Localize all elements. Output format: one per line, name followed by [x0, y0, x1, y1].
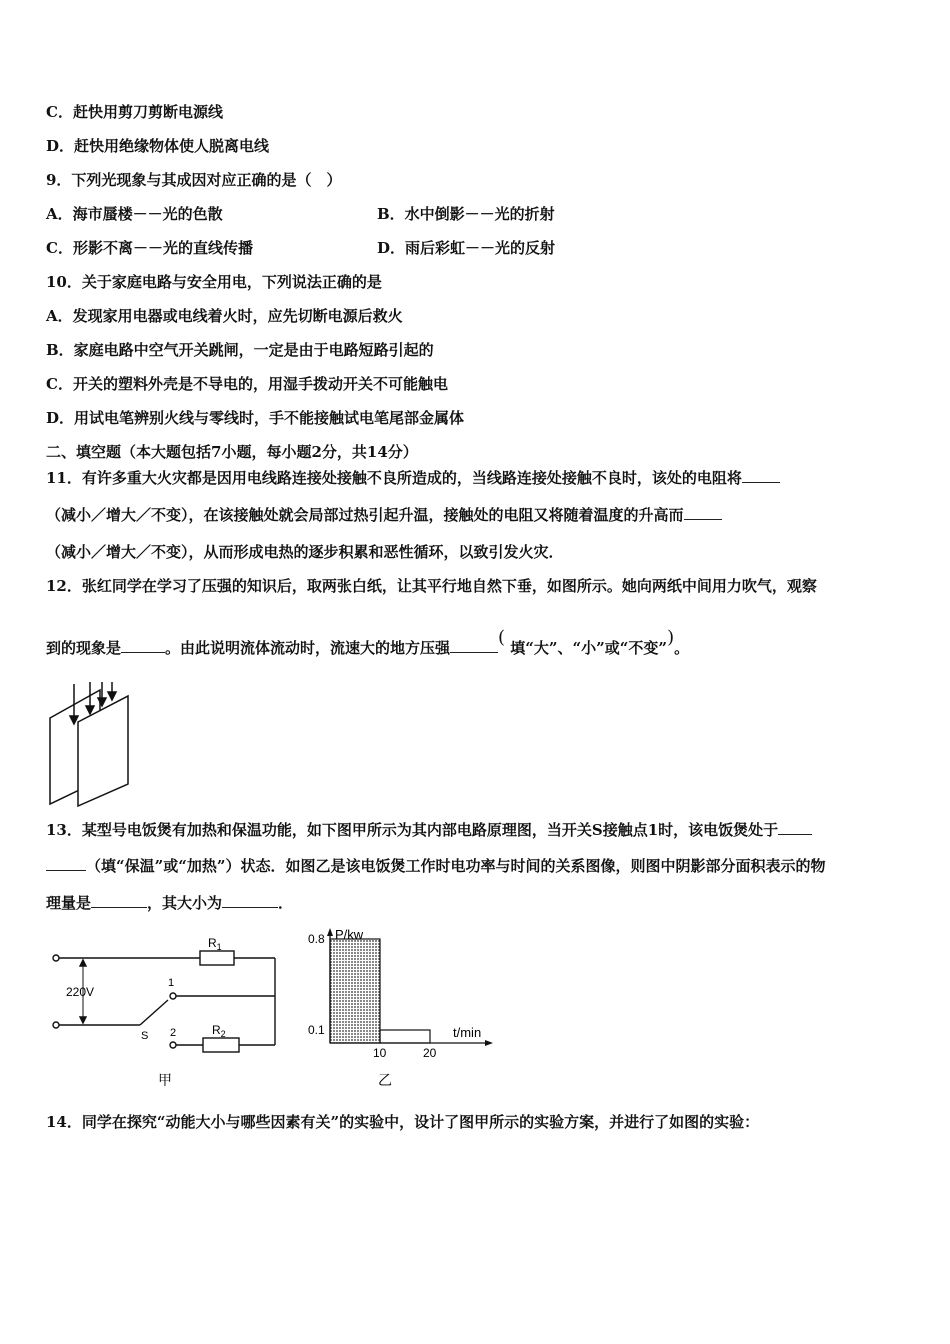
q11-blank-1[interactable]	[742, 468, 780, 483]
x-axis-label: t/min	[453, 1025, 482, 1040]
q11-line-2	[46, 505, 722, 525]
power-time-chart	[300, 925, 500, 1090]
q12-text-5: 。	[674, 639, 690, 657]
q13-line-3	[46, 893, 293, 913]
terminal-bottom	[53, 1022, 59, 1028]
q11-blank-2[interactable]	[684, 505, 722, 520]
switch-label: S	[141, 1030, 149, 1042]
contact-2	[170, 1042, 176, 1048]
paper-sheets-figure	[44, 680, 139, 808]
q8-option-c: C．赶快用剪刀剪断电源线	[46, 103, 223, 121]
q13-line-1	[46, 820, 812, 840]
q13-text-3: 理量是	[46, 894, 92, 912]
q13-blank-3[interactable]	[222, 893, 278, 908]
q8-option-d: D．赶快用绝缘物体使人脱离电线	[46, 137, 270, 155]
q9-option-a: A．海市蜃楼－－光的色散	[46, 205, 223, 223]
q10-option-a: A．发现家用电器或电线着火时，应先切断电源后救火	[46, 307, 403, 325]
q12-hint: 填“大”、“小”或“不变”	[510, 639, 668, 657]
resistor-r2	[203, 1038, 239, 1052]
q13-text-5: ．	[278, 894, 294, 912]
y-tick-label-1: 0.8	[308, 932, 325, 946]
q13-blank-1-cont[interactable]	[46, 856, 86, 871]
x-axis-arrow	[485, 1040, 493, 1046]
x-tick-label-2: 20	[423, 1046, 437, 1060]
contact-1-label: 1	[168, 977, 175, 989]
q9-option-b: B．水中倒影－－光的折射	[377, 205, 555, 223]
power-segment-1	[330, 939, 380, 1043]
q9-option-d: D．雨后彩虹－－光的反射	[377, 239, 556, 257]
q12-blank-1[interactable]	[121, 638, 165, 653]
q13-blank-1[interactable]	[778, 820, 812, 835]
q9-stem: 9．下列光现象与其成因对应正确的是（ ）	[46, 171, 342, 189]
q10-option-d: D．用试电笔辨别火线与零线时，手不能接触试电笔尾部金属体	[46, 409, 465, 427]
voltage-label: 220V	[66, 985, 95, 999]
q11-line-1	[46, 468, 780, 488]
left-paren: (	[498, 627, 506, 648]
contact-2-label: 2	[170, 1027, 177, 1039]
q13-line-2	[46, 856, 826, 876]
terminal-top	[53, 955, 59, 961]
q13-text-2: （填“保温”或“加热”）状态．如图乙是该电饭煲工作时电功率与时间的关系图像，则图中阴影部分面积表示的物	[86, 857, 826, 875]
r2-label: $R_2$	[212, 1023, 226, 1039]
switch-blade	[140, 1000, 168, 1025]
q13-text-1: 13．某型号电饭煲有加热和保温功能，如下图甲所示为其内部电路原理图，当开关S接触点1时，该电饭煲处于	[46, 821, 779, 839]
y-tick-label-2: 0.1	[308, 1023, 325, 1037]
q14-stem: 14．同学在探究“动能大小与哪些因素有关”的实验中，设计了图甲所示的实验方案，并进行了如图的实验：	[46, 1113, 760, 1131]
q10-stem: 10．关于家庭电路与安全用电，下列说法正确的是	[46, 273, 382, 291]
q11-text-2: （减小／增大／不变），在该接触处就会局部过热引起升温，接触处的电阻又将随着温度的升高而	[46, 506, 684, 524]
q12-text-2: 到的现象是	[46, 639, 122, 657]
caption-jia: 甲	[158, 1072, 172, 1088]
caption-yi: 乙	[378, 1072, 392, 1088]
q12-blank-2[interactable]	[450, 638, 498, 653]
q12-text-3: 。由此说明流体流动时，流速大的地方压强	[165, 639, 451, 657]
power-segment-2	[380, 1030, 430, 1043]
resistor-r1	[200, 951, 234, 965]
q13-text-4: ，其大小为	[147, 894, 223, 912]
r1-label: $R_1$	[208, 936, 222, 952]
q11-line-3	[46, 542, 564, 562]
y-axis-label: P/kw	[335, 927, 364, 942]
circuit-diagram	[40, 930, 300, 1090]
right-paren: )	[667, 627, 675, 648]
q11-text-1: 11．有许多重大火灾都是因用电线路连接处接触不良所造成的，当线路连接处接触不良时，该处的电阻将	[46, 469, 742, 487]
q10-option-c: C．开关的塑料外壳是不导电的，用湿手拨动开关不可能触电	[46, 375, 448, 393]
y-axis-arrow	[327, 928, 333, 936]
q11-text-3: （减小／增大／不变），从而形成电热的逐步积累和恶性循环，以致引发火灾．	[46, 543, 564, 561]
q9-option-c: C．形影不离－－光的直线传播	[46, 239, 253, 257]
q10-option-b: B．家庭电路中空气开关跳闸，一定是由于电路短路引起的	[46, 341, 434, 359]
q12-line-1: 12．张红同学在学习了压强的知识后，取两张白纸，让其平行地自然下垂，如图所示。她向两纸中间用力吹气，观察	[46, 577, 817, 595]
contact-1	[170, 993, 176, 999]
q13-blank-2[interactable]	[91, 893, 147, 908]
section-title: 二、填空题（本大题包括7小题，每小题2分，共14分）	[46, 443, 418, 461]
x-tick-label-1: 10	[373, 1046, 387, 1060]
q12-line-2	[46, 627, 690, 658]
